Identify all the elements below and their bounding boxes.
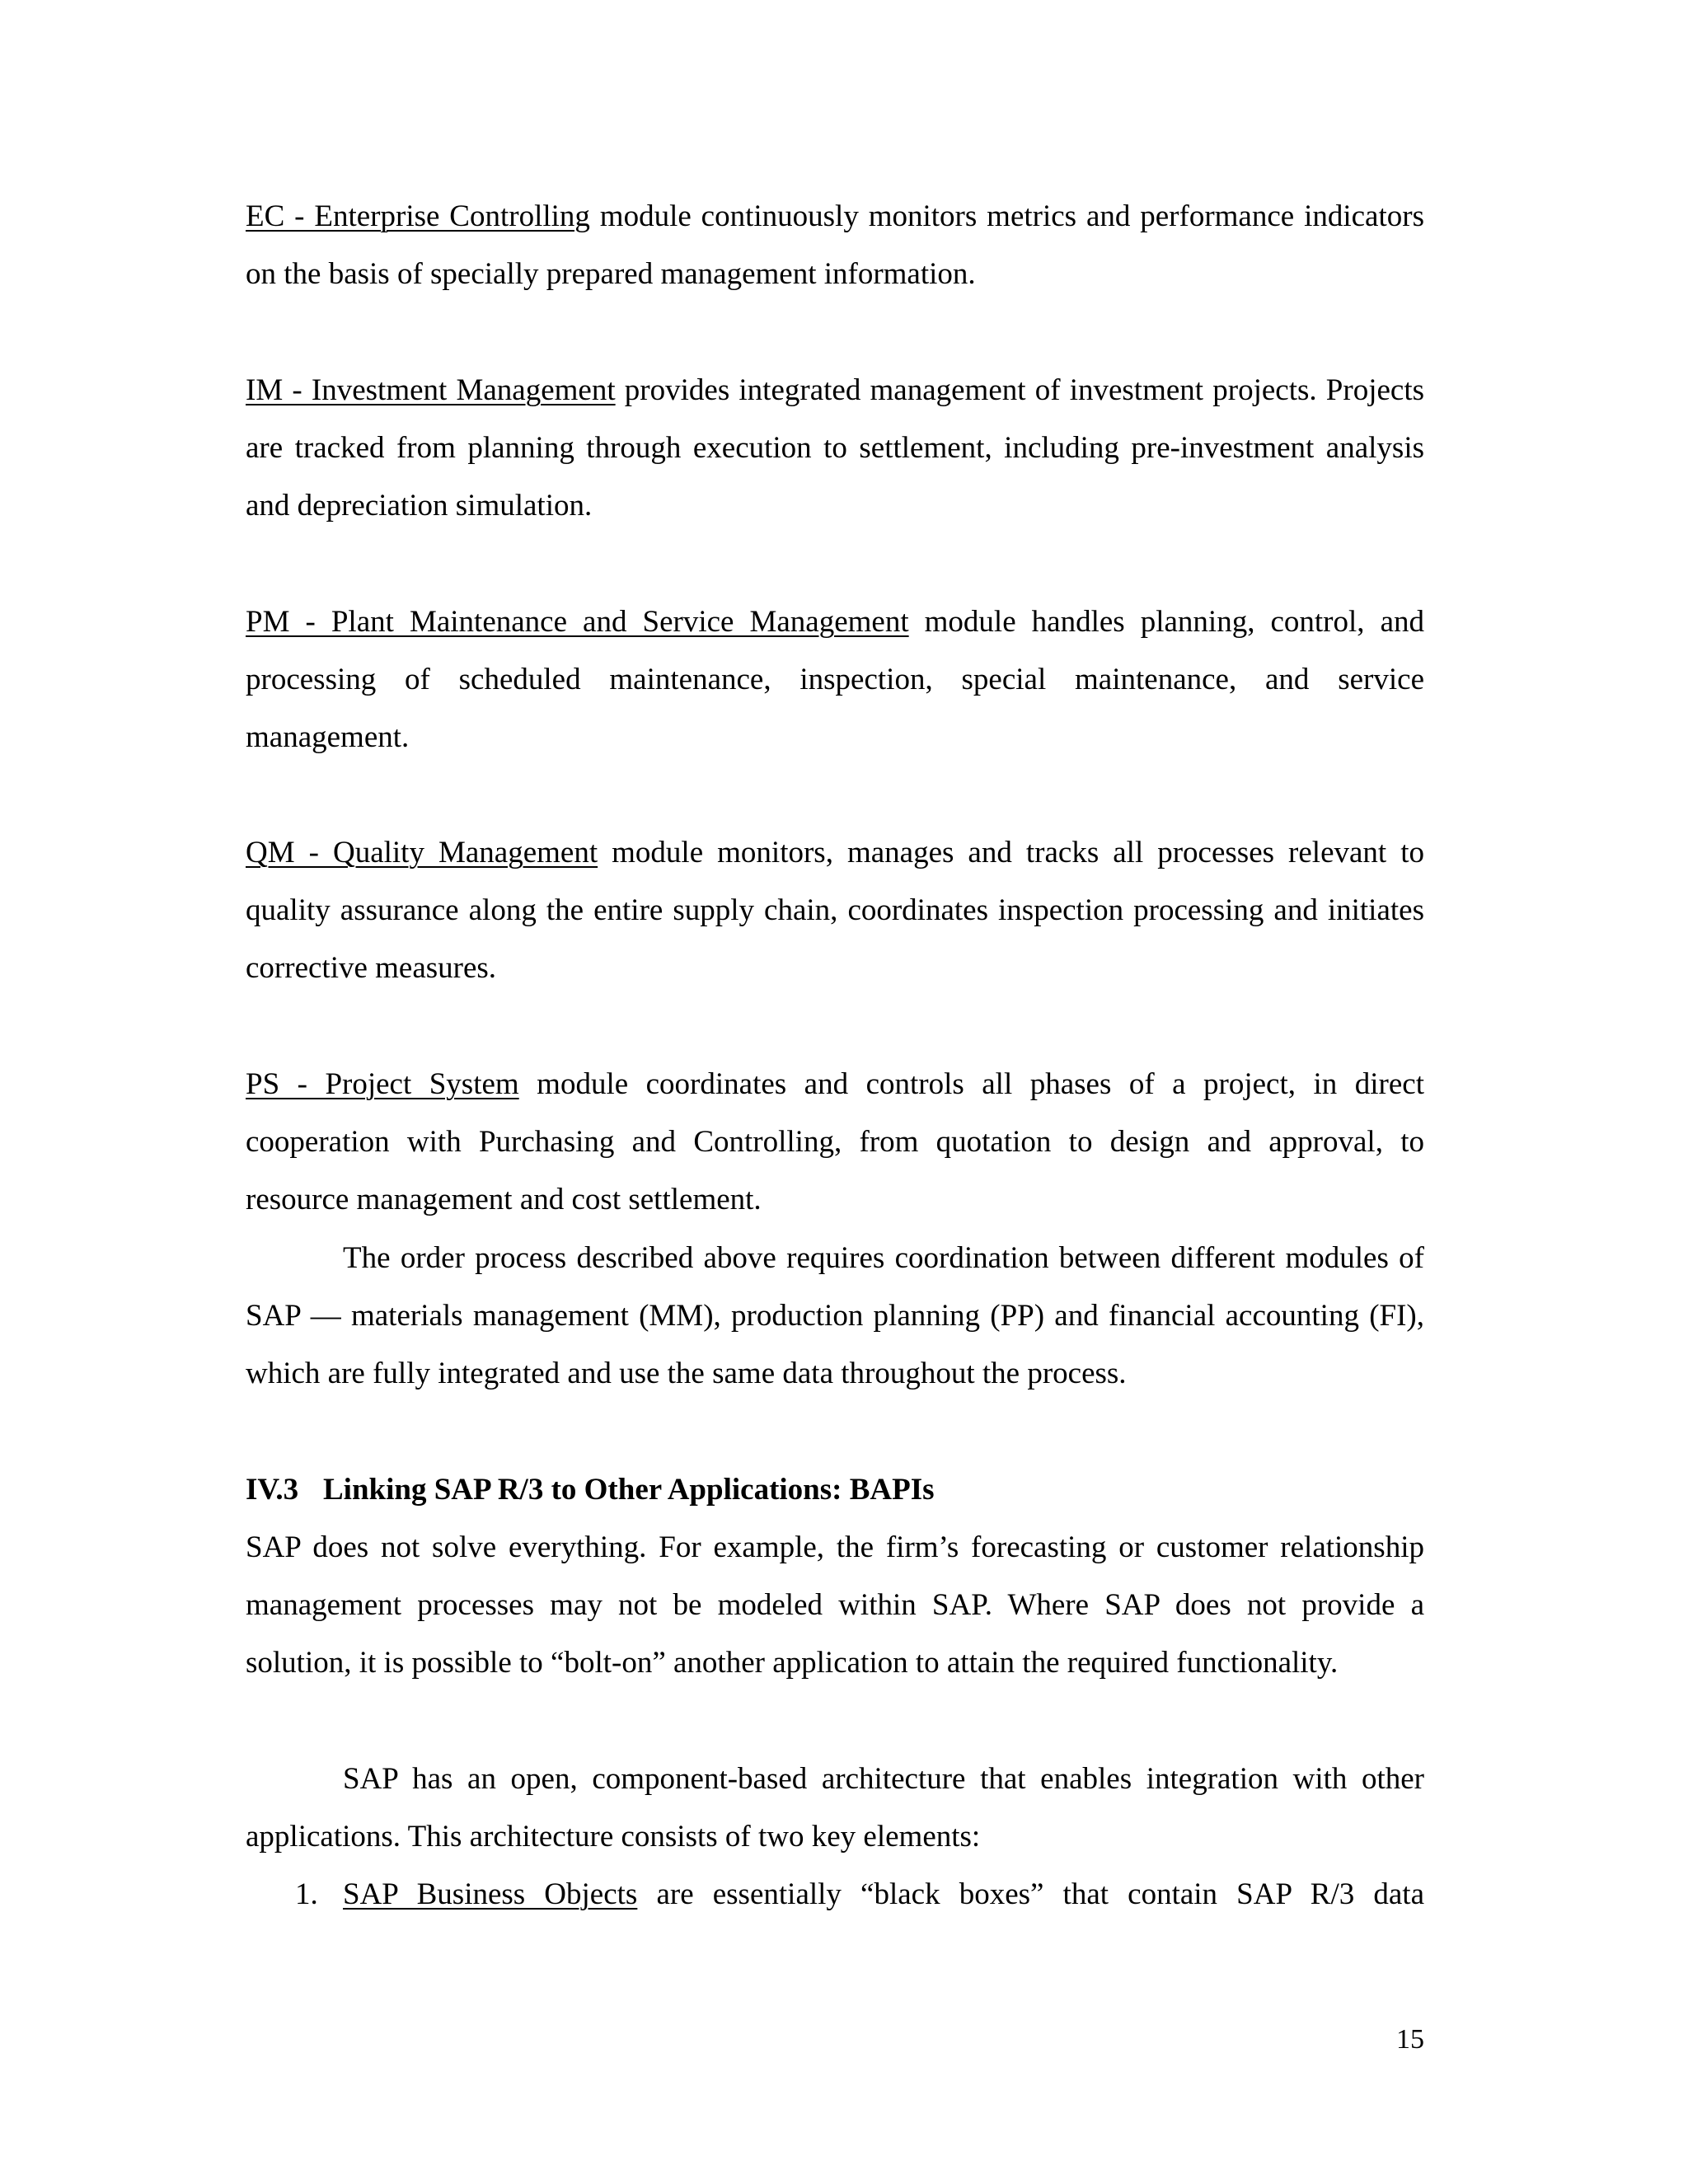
paragraph-im-text: provides integrated management of investment projects. Projects are tracked from planning through execution to settlement, including pre-investment analysis and depreciation simulation. xyxy=(246,373,1425,523)
section-number: IV.3 xyxy=(246,1473,299,1507)
term-pm: PM - Plant Maintenance and Service Management xyxy=(246,605,909,639)
paragraph-architecture: SAP has an open, component-based architecture that enables integration with other applications. This architecture consists of two key elements: xyxy=(246,1762,1424,1854)
paragraph-bolt-on: SAP does not solve everything. For example, the firm’s forecasting or customer relationship management processes may not be modeled within SAP. Where SAP does not provide a solution, it is possible to “bolt-on” another application to attain the required functionality. xyxy=(246,1530,1424,1680)
term-business-objects: SAP Business Objects xyxy=(343,1877,638,1911)
paragraph-pm-text: module handles planning, control, and processing of scheduled maintenance, inspection, special maintenance, and service management. xyxy=(246,605,1424,754)
list-item-number: 1. xyxy=(295,1877,318,1911)
list-item-text xyxy=(343,1866,1424,1924)
term-qm: QM - Quality Management xyxy=(246,836,598,869)
page-number: 15 xyxy=(1396,2024,1424,2055)
list-item-1-text: are essentially “black boxes” that contain SAP R/3 data xyxy=(637,1877,1424,1911)
term-im: IM - Investment Management xyxy=(246,373,616,407)
paragraph-ec xyxy=(246,188,1424,303)
term-ps: PS - Project System xyxy=(246,1067,519,1101)
section-title: Linking SAP R/3 to Other Applications: BAPIs xyxy=(323,1473,935,1507)
paragraph-im xyxy=(246,362,1424,535)
paragraph-qm xyxy=(246,824,1424,997)
paragraph-qm-text: module monitors, manages and tracks all processes relevant to quality assurance along the entire supply chain, coordinates inspection processing and initiates corrective measures. xyxy=(246,836,1424,985)
term-ec: EC - Enterprise Controlling xyxy=(246,199,590,233)
paragraph-order-process: The order process described above requires coordination between different modules of SAP — materials management (MM), production planning (PP) and financial accounting (FI), which are fully integrated and use the same data throughout the process. xyxy=(246,1241,1424,1390)
paragraph-pm xyxy=(246,593,1424,766)
paragraph-ps xyxy=(246,1056,1424,1229)
section-heading xyxy=(246,1461,1424,1519)
paragraph-ec-text: module continuously monitors metrics and performance indicators on the basis of specially prepared management information. xyxy=(246,199,1424,291)
paragraph-ps-text: module coordinates and controls all phases of a project, in direct cooperation with Purchasing and Controlling, from quotation to design and approval, to resource management and cost settlement. xyxy=(246,1067,1424,1216)
